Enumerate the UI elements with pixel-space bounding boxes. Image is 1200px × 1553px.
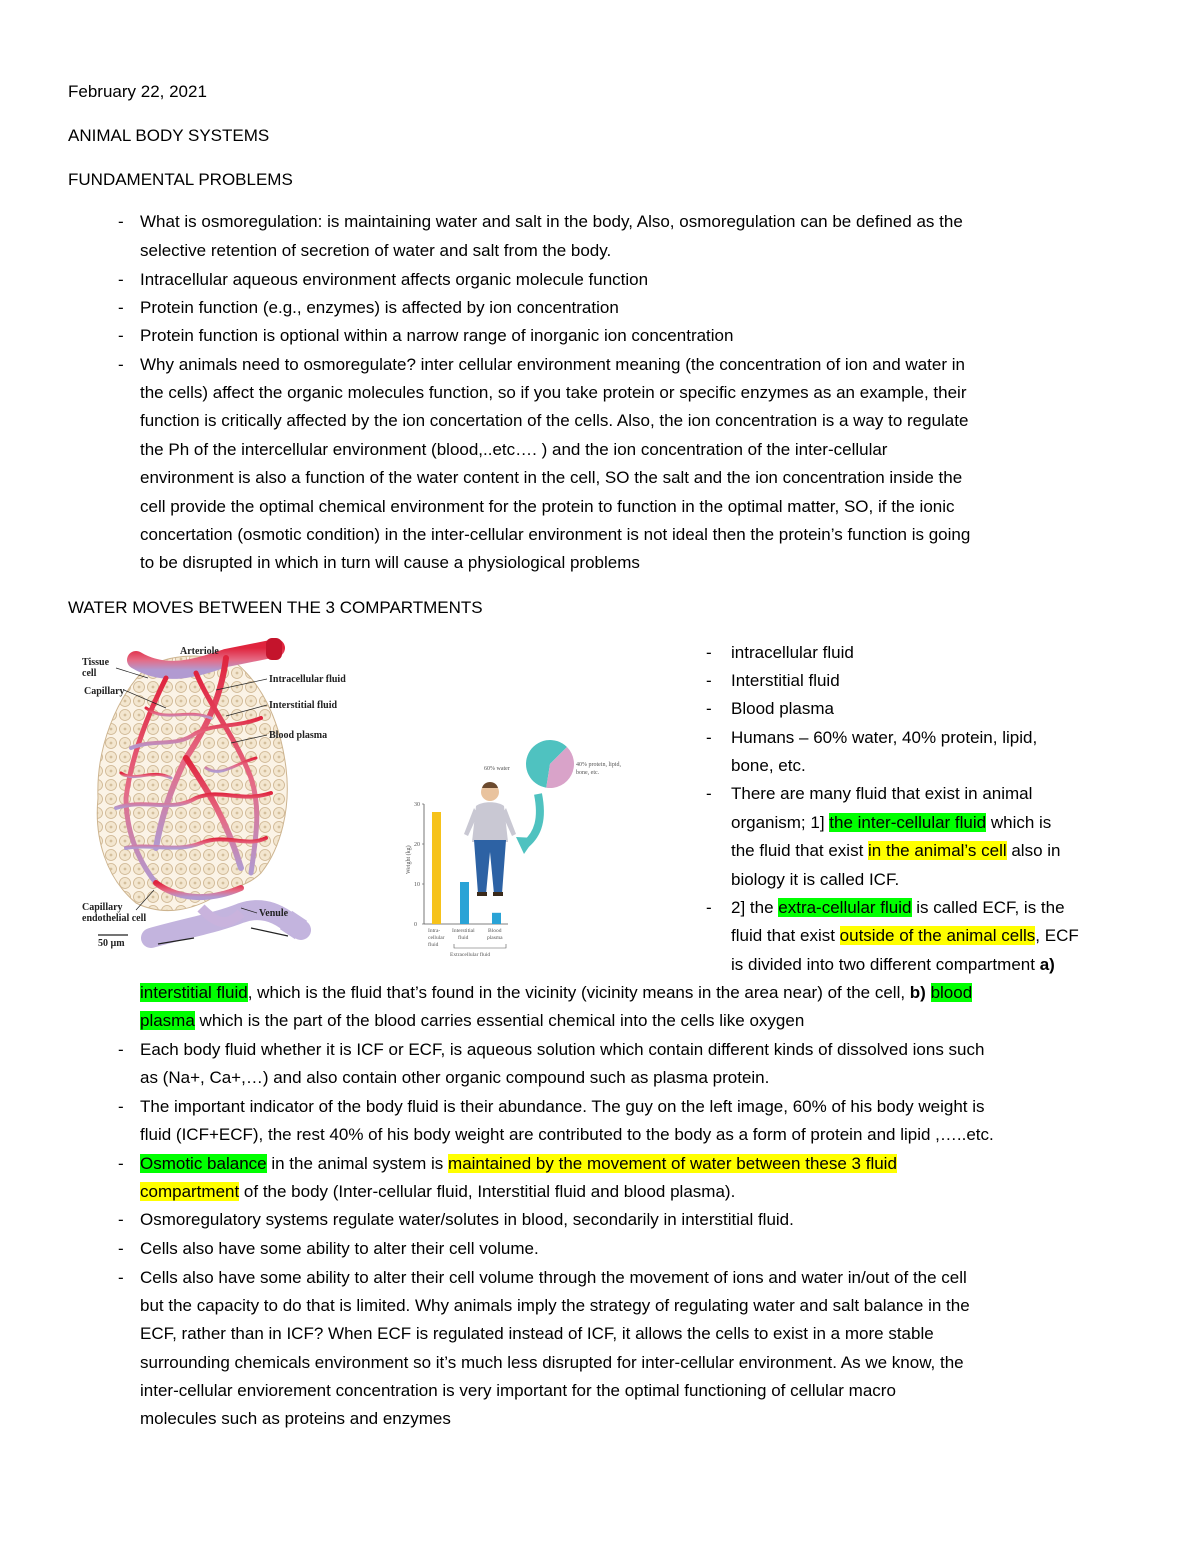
- list-bullet: -: [118, 270, 124, 289]
- category-label-plasma-2: plasma: [487, 935, 503, 941]
- y-tick-label: 20: [414, 842, 420, 848]
- list-item: Each body fluid whether it is ICF or ECF, is aqueous solution which contain different kinds of dissolved ions such: [140, 1040, 985, 1059]
- list-bullet: -: [118, 355, 124, 374]
- document-date: February 22, 2021: [68, 82, 207, 101]
- list-item-continued: the Ph of the intercellular environment (blood,..etc…. ) and the ion concentration of the inter-cellular: [140, 440, 888, 459]
- capillary-bed-figure: [76, 638, 376, 968]
- document-title: ANIMAL BODY SYSTEMS: [68, 126, 270, 145]
- text-run: which is: [986, 813, 1052, 832]
- list-bullet: -: [118, 1154, 124, 1173]
- list-item: [140, 1154, 897, 1174]
- list-item-continued: [140, 983, 972, 1003]
- list-item-continued: biology it is called ICF.: [731, 870, 900, 889]
- list-item-continued: ECF, rather than in ICF? When ECF is regulated instead of ICF, it allows the cells to exist in a more stable: [140, 1324, 934, 1343]
- highlight-green: the inter-cellular fluid: [829, 813, 987, 832]
- list-bullet: -: [118, 1040, 124, 1059]
- bold-run: a): [1039, 955, 1055, 974]
- composition-pie: [526, 740, 574, 788]
- list-bullet: -: [118, 1239, 124, 1258]
- list-item-continued: but the capacity to do that is limited. Why animals imply the strategy of regulating water and salt balance in the: [140, 1296, 970, 1315]
- text-run: is called ECF, is the: [911, 898, 1065, 917]
- list-item-continued: cell provide the optimal chemical environment for the protein to function in the optimal matter, SO, if the ionic: [140, 497, 955, 516]
- list-bullet: -: [118, 1097, 124, 1116]
- label-intracellular-fluid: Intracellular fluid: [269, 674, 346, 685]
- bar-plasma: [492, 913, 501, 924]
- list-item-continued: environment is also a function of the water content in the cell, SO the salt and the ion concentration inside the: [140, 468, 963, 487]
- arteriole-cap: [266, 638, 282, 660]
- list-item-continued: [731, 841, 1061, 861]
- text-run: is divided into two different compartment: [731, 955, 1040, 974]
- list-item: Cells also have some ability to alter their cell volume.: [140, 1239, 539, 1258]
- label-tissue-cell: Tissue: [82, 657, 110, 668]
- list-item-continued: selective retention of secretion of water and salt from the body.: [140, 241, 612, 260]
- list-item: Humans – 60% water, 40% protein, lipid,: [731, 728, 1038, 747]
- list-bullet: -: [706, 898, 712, 917]
- list-item: There are many fluid that exist in animal: [731, 784, 1033, 803]
- section-heading-compartments: WATER MOVES BETWEEN THE 3 COMPARTMENTS: [68, 598, 483, 617]
- list-bullet: -: [118, 1210, 124, 1229]
- pie-label-other: 40% protein, lipid,: [576, 762, 621, 768]
- list-item-continued: [731, 926, 1079, 946]
- list-item-continued: function is critically affected by the ion concertation of the cells. Also, the ion concentration is a way to regulate: [140, 411, 969, 430]
- list-item: Protein function (e.g., enzymes) is affected by ion concentration: [140, 298, 619, 317]
- person-illustration: [464, 782, 516, 896]
- label-capillary: Capillary: [84, 686, 125, 697]
- list-item-continued: molecules such as proteins and enzymes: [140, 1409, 451, 1428]
- highlight-green: plasma: [140, 1011, 195, 1030]
- list-bullet: -: [118, 1268, 124, 1287]
- pie-label-water: 60% water: [484, 766, 510, 772]
- list-item-continued: to be disrupted in which in turn will cause a physiological problems: [140, 553, 640, 572]
- category-label-plasma-1: Blood: [488, 928, 502, 934]
- highlight-green: Osmotic balance: [140, 1154, 267, 1173]
- list-bullet: -: [118, 212, 124, 231]
- label-arteriole: Arteriole: [180, 646, 219, 657]
- category-label-icf-2: cellular: [428, 935, 445, 941]
- highlight-green: extra-cellular fluid: [778, 898, 912, 917]
- body-water-chart: [398, 734, 670, 960]
- list-item: Blood plasma: [731, 699, 835, 718]
- category-label-icf-3: fluid: [428, 942, 439, 948]
- list-item-continued: [731, 955, 1055, 975]
- list-item-continued: bone, etc.: [731, 756, 806, 775]
- text-run: which is the part of the blood carries essential chemical into the cells like oxygen: [194, 1011, 805, 1030]
- y-tick-label: 0: [414, 922, 417, 928]
- list-item-continued: [731, 813, 1051, 833]
- highlight-yellow: outside of the animal cells: [839, 926, 1036, 945]
- category-label-isf-1: Interstitial: [452, 928, 475, 934]
- highlight-yellow: maintained by the movement of water between these 3 fluid: [448, 1154, 897, 1173]
- text-run: 2] the: [731, 898, 779, 917]
- list-bullet: -: [118, 298, 124, 317]
- list-bullet: -: [118, 326, 124, 345]
- list-item: The important indicator of the body fluid is their abundance. The guy on the left image, 60% of his body weight is: [140, 1097, 985, 1116]
- category-label-icf-1: Intra-: [428, 928, 441, 934]
- text-run: in the animal system is: [266, 1154, 449, 1173]
- list-item-continued: concertation (osmotic condition) in the inter-cellular environment is not ideal then the protein’s function is going: [140, 525, 971, 544]
- list-bullet: -: [706, 784, 712, 803]
- label-venule: Venule: [259, 908, 289, 919]
- y-tick-label: 10: [414, 882, 420, 888]
- list-item: intracellular fluid: [731, 643, 854, 662]
- list-item: What is osmoregulation: is maintaining water and salt in the body, Also, osmoregulation can be defined as the: [140, 212, 963, 231]
- y-axis-label: Weight (kg): [406, 845, 412, 874]
- list-item: Cells also have some ability to alter their cell volume through the movement of ions and water in/out of the cell: [140, 1268, 967, 1287]
- text-run: , ECF: [1035, 926, 1079, 945]
- list-item: Why animals need to osmoregulate? inter cellular environment meaning (the concentration of ion and water in: [140, 355, 965, 374]
- label-endothelial: Capillary: [82, 902, 123, 913]
- label-endothelial-2: endothelial cell: [82, 913, 147, 924]
- text-run: [926, 983, 931, 1002]
- text-run: the fluid that exist: [731, 841, 869, 860]
- list-item-continued: [140, 1182, 735, 1202]
- group-label-ecf: Extracellular fluid: [450, 952, 491, 958]
- bar-intracellular: [432, 812, 441, 924]
- text-run: also in: [1006, 841, 1061, 860]
- highlight-green: interstitial fluid: [140, 983, 248, 1002]
- pie-arrow: [526, 794, 540, 844]
- list-bullet: -: [706, 699, 712, 718]
- highlight-yellow: compartment: [140, 1182, 240, 1201]
- list-item-continued: as (Na+, Ca+,…) and also contain other organic compound such as plasma protein.: [140, 1068, 770, 1087]
- text-run: organism; 1]: [731, 813, 830, 832]
- list-bullet: -: [706, 728, 712, 747]
- label-interstitial-fluid: Interstitial fluid: [269, 700, 338, 711]
- list-item-continued: [140, 1011, 804, 1031]
- category-label-isf-2: fluid: [458, 935, 469, 941]
- list-item-continued: the cells) affect the organic molecules function, so if you take protein or specific enzymes as an example, their: [140, 383, 967, 402]
- list-item: Interstitial fluid: [731, 671, 840, 690]
- bold-run: b): [909, 983, 926, 1002]
- text-run: of the body (Inter-cellular fluid, Interstitial fluid and blood plasma).: [239, 1182, 736, 1201]
- list-item-continued: surrounding chemicals environment so it’s much less disrupted for inter-cellular environment. As we know, the: [140, 1353, 964, 1372]
- bar-interstitial: [460, 882, 469, 924]
- highlight-yellow: in the animal’s cell: [868, 841, 1007, 860]
- label-tissue-cell-2: cell: [82, 668, 97, 679]
- pie-label-other-2: bone, etc.: [576, 770, 600, 776]
- list-item: Intracellular aqueous environment affects organic molecule function: [140, 270, 649, 289]
- list-item: [731, 898, 1065, 918]
- text-run: , which is the fluid that’s found in the vicinity (vicinity means in the area near) of the cell,: [247, 983, 910, 1002]
- text-run: fluid that exist: [731, 926, 840, 945]
- list-item: Osmoregulatory systems regulate water/solutes in blood, secondarily in interstitial fluid.: [140, 1210, 794, 1229]
- section-heading-fundamental: FUNDAMENTAL PROBLEMS: [68, 170, 293, 189]
- list-item: Protein function is optional within a narrow range of inorganic ion concentration: [140, 326, 734, 345]
- label-blood-plasma: Blood plasma: [269, 730, 328, 741]
- list-item-continued: inter-cellular enviorement concentration is very important for the optimal functioning of cellular macro: [140, 1381, 896, 1400]
- y-tick-label: 30: [414, 802, 420, 808]
- list-bullet: -: [706, 671, 712, 690]
- highlight-green: blood: [930, 983, 973, 1002]
- list-item-continued: fluid (ICF+ECF), the rest 40% of his body weight are contributed to the body as a form of protein and lipid ,…..etc.: [140, 1125, 994, 1144]
- label-scale: 50 µm: [98, 938, 125, 949]
- list-bullet: -: [706, 643, 712, 662]
